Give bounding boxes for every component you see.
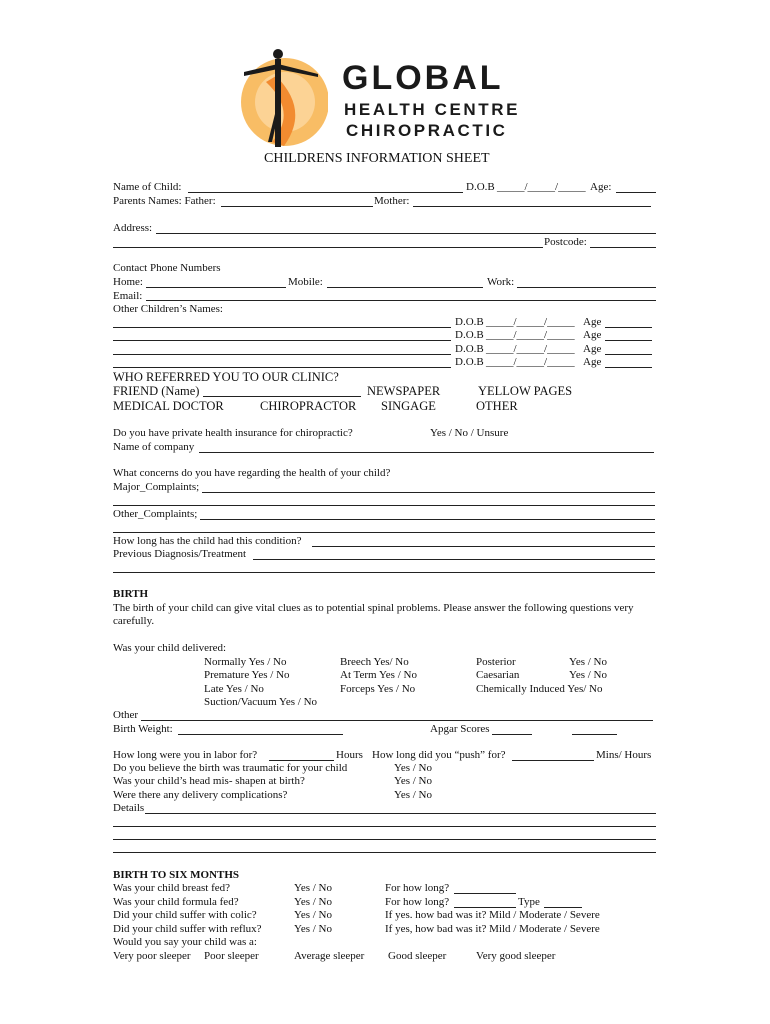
referral-heading: WHO REFERRED YOU TO OUR CLINIC?: [113, 370, 339, 384]
delivery-at-term-option[interactable]: At Term Yes / No: [340, 669, 417, 681]
delivery-late-option[interactable]: Late Yes / No: [204, 683, 264, 695]
other-child-name-field[interactable]: [113, 354, 451, 355]
labor-duration-question: How long were you in labor for?: [113, 749, 258, 761]
other-children-label: Other Children’s Names:: [113, 303, 223, 315]
mother-label: Mother:: [374, 195, 410, 207]
six-months-heading: BIRTH TO SIX MONTHS: [113, 869, 240, 881]
colic-question: Did your child suffer with colic?: [113, 909, 257, 921]
condition-duration-field[interactable]: [312, 546, 655, 547]
delivery-suction-option[interactable]: Suction/Vacuum Yes / No: [204, 696, 318, 708]
other-child-age-field[interactable]: [605, 340, 652, 341]
delivery-premature-option[interactable]: Premature Yes / No: [204, 669, 290, 681]
referral-chiropractor-option[interactable]: CHIROPRACTOR: [260, 399, 357, 413]
other-child-age-label: Age: [583, 343, 602, 355]
birth-weight-field[interactable]: [178, 734, 343, 735]
other-child-name-field[interactable]: [113, 340, 451, 341]
delivery-posterior-option[interactable]: Yes / No: [569, 656, 608, 668]
birth-other-label: Other: [113, 709, 139, 721]
details-field-1[interactable]: [145, 813, 656, 814]
name-of-child-field[interactable]: [188, 192, 463, 193]
formula-fed-duration-label: For how long?: [385, 896, 450, 908]
logo-line-health-centre: HEALTH CENTRE: [344, 100, 521, 119]
details-label: Details: [113, 802, 145, 814]
major-complaints-label: Major_Complaints;: [113, 481, 200, 493]
apgar-score-field-1[interactable]: [492, 734, 532, 735]
email-field[interactable]: [146, 300, 656, 301]
dob-field[interactable]: _____/_____/_____: [497, 181, 586, 193]
dob-label: D.O.B: [466, 181, 495, 193]
good-sleeper-option[interactable]: Good sleeper: [388, 950, 447, 962]
formula-fed-option[interactable]: Yes / No: [294, 896, 333, 908]
other-complaints-label: Other_Complaints;: [113, 508, 198, 520]
breast-fed-question: Was your child breast fed?: [113, 882, 231, 894]
age-label: Age:: [590, 181, 612, 193]
apgar-scores-label: Apgar Scores: [430, 723, 490, 735]
formula-fed-question: Was your child formula fed?: [113, 896, 239, 908]
delivery-caesarian-option[interactable]: Yes / No: [569, 669, 608, 681]
birth-intro-line-1: The birth of your child can give vital clues as to potential spinal problems. Please answer the following questions very: [113, 602, 634, 614]
chiropractic-figure-icon: [238, 42, 328, 154]
logo-line-global: GLOBAL: [342, 59, 504, 97]
referral-yellow-pages-option[interactable]: YELLOW PAGES: [478, 384, 573, 398]
referral-medical-doctor-option[interactable]: MEDICAL DOCTOR: [113, 399, 224, 413]
address-field-1[interactable]: [156, 233, 656, 234]
insurance-options[interactable]: Yes / No / Unsure: [430, 427, 509, 439]
other-child-age-field[interactable]: [605, 354, 652, 355]
father-name-field[interactable]: [221, 206, 373, 207]
labor-hours-label: Hours: [336, 749, 363, 761]
other-child-name-field[interactable]: [113, 367, 451, 368]
clinic-logo: [238, 42, 538, 154]
address-field-2[interactable]: [113, 247, 543, 248]
insurance-company-label: Name of company: [113, 441, 195, 453]
referral-friend-name-field[interactable]: [203, 396, 361, 397]
misshapen-head-option[interactable]: Yes / No: [394, 775, 433, 787]
details-field-3[interactable]: [113, 839, 656, 840]
birth-heading: BIRTH: [113, 588, 149, 600]
other-child-age-field[interactable]: [605, 367, 652, 368]
formula-type-field[interactable]: [544, 907, 582, 908]
other-child-age-label: Age: [583, 316, 602, 328]
traumatic-birth-question: Do you believe the birth was traumatic for your child: [113, 762, 348, 774]
other-complaints-field-2[interactable]: [113, 532, 655, 533]
previous-diagnosis-field-2[interactable]: [113, 572, 655, 573]
breast-fed-duration-label: For how long?: [385, 882, 450, 894]
previous-diagnosis-field-1[interactable]: [253, 559, 655, 560]
delivery-breech-option[interactable]: Breech Yes/ No: [340, 656, 409, 668]
other-child-dob-field[interactable]: _____/_____/_____: [486, 316, 575, 328]
name-of-child-label: Name of Child:: [113, 181, 182, 193]
work-phone-field[interactable]: [517, 287, 656, 288]
delivery-caesarian-label: Caesarian: [476, 669, 520, 681]
other-child-age-field[interactable]: [605, 327, 652, 328]
major-complaints-field-2[interactable]: [113, 505, 655, 506]
page-title: CHILDRENS INFORMATION SHEET: [264, 151, 490, 166]
previous-diagnosis-label: Previous Diagnosis/Treatment: [113, 548, 247, 560]
referral-newspaper-option[interactable]: NEWSPAPER: [367, 384, 441, 398]
reflux-question: Did your child suffer with reflux?: [113, 923, 262, 935]
birth-other-field[interactable]: [141, 720, 653, 721]
insurance-company-field[interactable]: [199, 452, 654, 453]
other-child-dob-field[interactable]: _____/_____/_____: [486, 329, 575, 341]
delivery-posterior-label: Posterior: [476, 656, 516, 668]
mobile-phone-field[interactable]: [327, 287, 483, 288]
misshapen-head-question: Was your child’s head mis- shapen at birth?: [113, 775, 305, 787]
condition-duration-question: How long has the child had this condition?: [113, 535, 302, 547]
other-child-dob-label: D.O.B: [455, 356, 484, 368]
push-duration-field[interactable]: [512, 760, 594, 761]
colic-severity-option[interactable]: If yes. how bad was it? Mild / Moderate / Severe: [385, 909, 600, 921]
contact-heading: Contact Phone Numbers: [113, 262, 221, 274]
breast-fed-option[interactable]: Yes / No: [294, 882, 333, 894]
other-child-age-label: Age: [583, 329, 602, 341]
breast-fed-duration-field[interactable]: [454, 893, 516, 894]
other-child-name-field[interactable]: [113, 327, 451, 328]
concerns-question: What concerns do you have regarding the health of your child?: [113, 467, 391, 479]
details-field-4[interactable]: [113, 852, 656, 853]
age-field[interactable]: [616, 192, 656, 193]
delivery-complications-question: Were there any delivery complications?: [113, 789, 288, 801]
reflux-option[interactable]: Yes / No: [294, 923, 333, 935]
labor-duration-field[interactable]: [269, 760, 334, 761]
other-child-age-label: Age: [583, 356, 602, 368]
other-child-dob-label: D.O.B: [455, 343, 484, 355]
delivered-question: Was your child delivered:: [113, 642, 227, 654]
other-complaints-field-1[interactable]: [200, 519, 655, 520]
sleeper-question: Would you say your child was a:: [113, 936, 257, 948]
delivery-forceps-option[interactable]: Forceps Yes / No: [340, 683, 416, 695]
delivery-chemically-induced-option[interactable]: Chemically Induced Yes/ No: [476, 683, 603, 695]
other-child-dob-label: D.O.B: [455, 329, 484, 341]
birth-weight-label: Birth Weight:: [113, 723, 173, 735]
apgar-score-field-2[interactable]: [572, 734, 617, 735]
home-phone-field[interactable]: [146, 287, 286, 288]
delivery-complications-option[interactable]: Yes / No: [394, 789, 433, 801]
formula-type-label: Type: [518, 896, 540, 908]
postcode-field[interactable]: [590, 247, 656, 248]
formula-fed-duration-field[interactable]: [454, 907, 516, 908]
other-child-dob-field[interactable]: _____/_____/_____: [486, 343, 575, 355]
other-child-dob-label: D.O.B: [455, 316, 484, 328]
delivery-normally-option[interactable]: Normally Yes / No: [204, 656, 287, 668]
poor-sleeper-option[interactable]: Poor sleeper: [204, 950, 259, 962]
average-sleeper-option[interactable]: Average sleeper: [294, 950, 365, 962]
parents-father-label: Parents Names: Father:: [113, 195, 216, 207]
address-label: Address:: [113, 222, 153, 234]
very-good-sleeper-option[interactable]: Very good sleeper: [476, 950, 556, 962]
other-child-dob-field[interactable]: _____/_____/_____: [486, 356, 575, 368]
referral-singage-option[interactable]: SINGAGE: [381, 399, 436, 413]
referral-friend-option[interactable]: FRIEND (Name): [113, 384, 200, 398]
insurance-question: Do you have private health insurance for chiropractic?: [113, 427, 353, 439]
home-label: Home:: [113, 276, 143, 288]
logo-line-chiropractic: CHIROPRACTIC: [346, 121, 508, 140]
push-duration-question: How long did you “push” for?: [372, 749, 506, 761]
birth-intro-line-2: carefully.: [113, 615, 155, 627]
push-mins-hours-label: Mins/ Hours: [596, 749, 652, 761]
very-poor-sleeper-option[interactable]: Very poor sleeper: [113, 950, 191, 962]
postcode-label: Postcode:: [544, 236, 587, 248]
email-label: Email:: [113, 290, 143, 302]
work-label: Work:: [487, 276, 515, 288]
traumatic-birth-option[interactable]: Yes / No: [394, 762, 433, 774]
referral-other-option[interactable]: OTHER: [476, 399, 518, 413]
mobile-label: Mobile:: [288, 276, 323, 288]
details-field-2[interactable]: [113, 826, 656, 827]
reflux-severity-option[interactable]: If yes, how bad was it? Mild / Moderate / Severe: [385, 923, 600, 935]
mother-name-field[interactable]: [413, 206, 651, 207]
colic-option[interactable]: Yes / No: [294, 909, 333, 921]
major-complaints-field-1[interactable]: [202, 492, 655, 493]
